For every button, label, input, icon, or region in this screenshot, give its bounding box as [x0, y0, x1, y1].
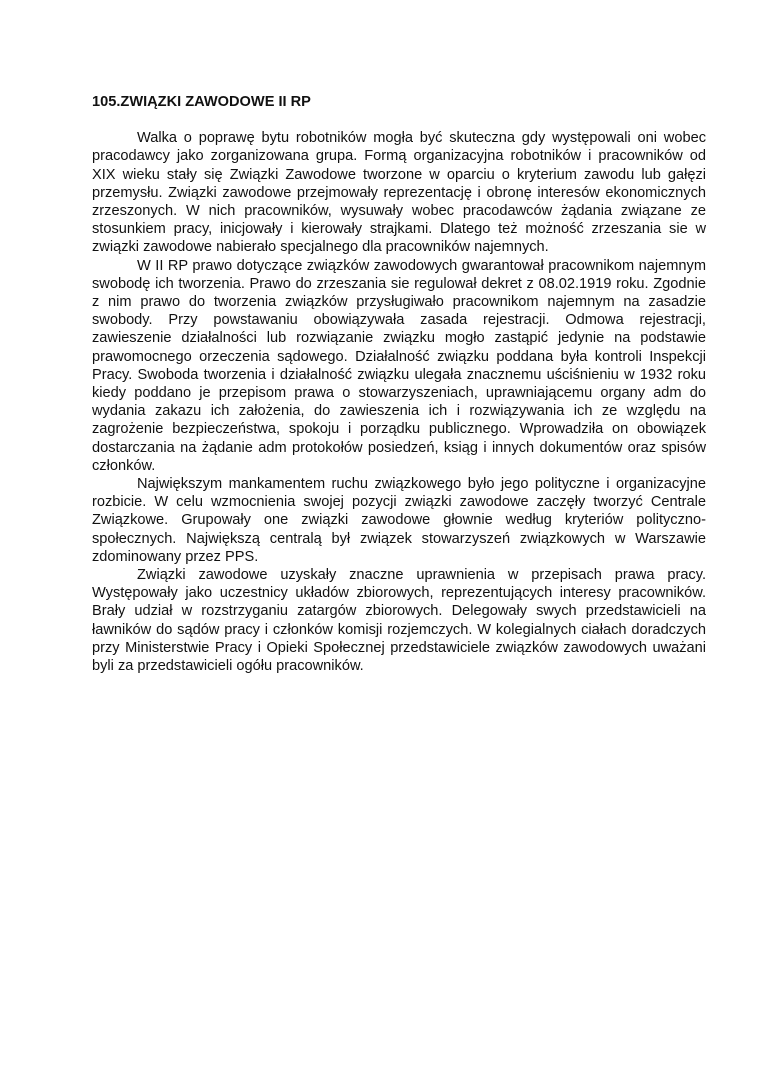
- paragraph-2: W II RP prawo dotyczące związków zawodowych gwarantował pracownikom najemnym swobodę ich tworzenia. Prawo do zrzeszania sie regulował dekret z 08.02.1919 roku. Zgodnie z nim prawo do tworzenia związków przysługiwało pracownikom najemnym na zasadzie swobody. Przy powstawaniu obowiązywała zasada rejestracji. Odmowa rejestracji, zawieszenie działalności lub rozwiązanie związku mogło zastąpić jedynie na podstawie prawomocnego orzeczenia sądowego. Działalność związku poddana była kontroli Inspekcji Pracy. Swoboda tworzenia i działalność związku ulegała znacznemu uściśnieniu w 1932 roku kiedy poddano je przepisom prawa o stowarzyszeniach, uprawniającemu organy adm do wydania zakazu ich założenia, do zawieszenia ich i rozwiązywania ich ze względu na zagrożenie bezpieczeństwa, spokoju i porządku publicznego. Wprowadziła on obowiązek dostarczania na żądanie adm protokołów posiedzeń, ksiąg i innych dokumentów oraz spisów członków.: [92, 257, 706, 474]
- document-title: 105.ZWIĄZKI ZAWODOWE II RP: [92, 94, 311, 110]
- paragraph-3: Największym mankamentem ruchu związkowego było jego polityczne i organizacyjne rozbicie. W celu wzmocnienia swojej pozycji związki zawodowe zaczęły tworzyć Centrale Związkowe. Grupowały one związki zawodowe głownie według kryteriów polityczno- społecznych. Największą centralą był związek stowarzyszeń związkowych w Warszawie zdominowany przez PPS.: [92, 476, 706, 565]
- paragraph-4: Związki zawodowe uzyskały znaczne uprawnienia w przepisach prawa pracy. Występowały jako uczestnicy układów zbiorowych, reprezentujących interesy pracowników. Brały udział w rozstrzyganiu zatargów zbiorowych. Delegowały swych przedstawicieli na ławników do sądów pracy i członków komisji rozjemczych. W kolegialnych ciałach doradczych przy Ministerstwie Pracy i Opieki Społecznej przedstawiciele związków zawodowych uważani byli za przedstawicieli ogółu pracowników.: [92, 567, 706, 675]
- document-page: [92, 93, 706, 675]
- paragraph-1: Walka o poprawę bytu robotników mogła być skuteczna gdy występowali oni wobec pracodawcy jako zorganizowana grupa. Formą organizacyjna robotników i pracowników od XIX wieku stały się Związki Zawodowe tworzone w oparciu o kryterium zawodu lub gałęzi przemysłu. Związki zawodowe przejmowały reprezentację i obronę interesów ekonomicznych zrzeszonych. W nich pracowników, wysuwały wobec pracodawców żądania związane ze stosunkiem pracy, inicjowały i kierowały strajkami. Dlatego też możność zrzeszania sie w związki zawodowe nabierało specjalnego dla pracowników najemnych.: [92, 130, 706, 256]
